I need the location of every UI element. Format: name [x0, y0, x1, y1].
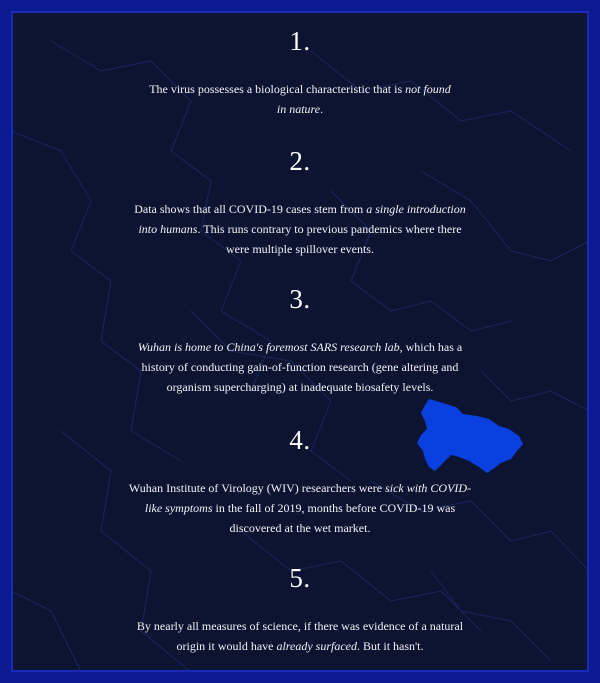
text-line [11, 199, 589, 219]
point-text [11, 616, 589, 656]
body-text: . This runs contrary to previous pandemics where there [197, 222, 462, 236]
body-text: Wuhan Institute of Virology (WIV) researchers were [128, 481, 386, 495]
point-number: 3. [289, 284, 311, 314]
point-text [11, 337, 589, 397]
text-line [11, 636, 589, 656]
body-text: The virus possesses a biological characteristic that is [149, 82, 406, 96]
point-number: 1. [289, 26, 311, 56]
emphasis-text: into humans [138, 222, 198, 236]
emphasis-text: Wuhan is home to China's foremost SARS research lab [137, 340, 400, 354]
text-line [11, 79, 589, 99]
emphasis-text: sick with COVID- [385, 481, 472, 495]
point-number: 5. [289, 563, 311, 593]
body-text: , which has a [399, 340, 463, 354]
body-text: Data shows that all COVID-19 cases stem from [134, 202, 367, 216]
body-text: history of conducting gain-of-function research (gene altering and [141, 360, 459, 374]
point-text [11, 478, 589, 538]
text-line [11, 239, 589, 259]
body-text: in the fall of 2019, months before COVID-19 was [212, 501, 456, 515]
text-line [11, 377, 589, 397]
numbered-points [11, 11, 589, 672]
text-line [11, 99, 589, 119]
body-text: were multiple spillover events. [226, 242, 374, 256]
point-5 [11, 562, 589, 656]
emphasis-text: already surfaced [276, 639, 358, 653]
text-line [11, 357, 589, 377]
point-3 [11, 283, 589, 397]
body-text: discovered at the wet market. [229, 521, 371, 535]
point-4 [11, 424, 589, 538]
body-text: . But it hasn't. [357, 639, 424, 653]
point-1 [11, 25, 589, 119]
emphasis-text: like symptoms [144, 501, 213, 515]
point-number: 4. [289, 425, 311, 455]
point-text [11, 79, 589, 119]
body-text: organism supercharging) at inadequate biosafety levels. [166, 380, 434, 394]
body-text: By nearly all measures of science, if there was evidence of a natural [136, 619, 464, 633]
text-line [11, 478, 589, 498]
emphasis-text: in nature [276, 102, 321, 116]
text-line [11, 498, 589, 518]
text-line [11, 219, 589, 239]
text-line [11, 518, 589, 538]
point-2 [11, 145, 589, 259]
point-number: 2. [289, 146, 311, 176]
emphasis-text: a single introduction [366, 202, 466, 216]
point-text [11, 199, 589, 259]
body-text: . [320, 102, 324, 116]
body-text: origin it would have [176, 639, 277, 653]
text-line [11, 337, 589, 357]
emphasis-text: not found [405, 82, 451, 96]
text-line [11, 616, 589, 636]
